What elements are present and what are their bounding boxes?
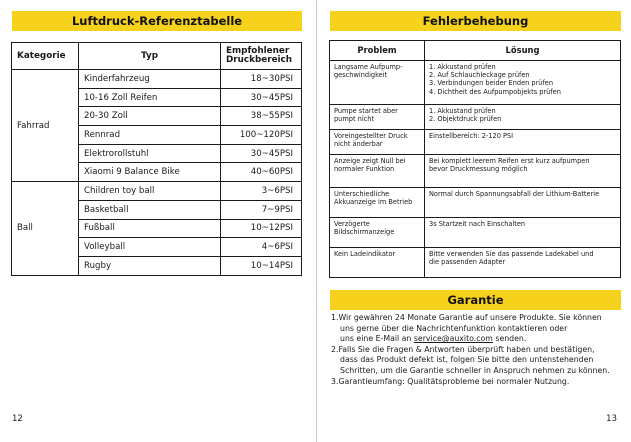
type-cell: Xiaomi 9 Balance Bike: [79, 163, 221, 182]
pressure-cell: 38~55PSI: [221, 107, 302, 126]
solution-line: Bei komplett leerem Reifen erst kurz aufpumpen: [429, 157, 590, 165]
solution-line: 1. Akkustand prüfen: [429, 107, 496, 115]
page-number: 12: [12, 414, 23, 424]
solution-cell: [425, 248, 621, 278]
warranty-title: Garantie: [330, 290, 621, 310]
pressure-cell: 30~45PSI: [221, 144, 302, 163]
support-email-link[interactable]: service@auxito.com: [413, 334, 493, 344]
header-druckbereich: [221, 43, 302, 70]
warranty-email-post: senden.: [492, 334, 527, 344]
table-row: [330, 188, 621, 218]
solution-cell: [425, 188, 621, 218]
table-row: [330, 130, 621, 155]
problem-cell: [330, 130, 425, 155]
warranty-item-2-line3: Schritten, um die Garantie schneller in Anspruch nehmen zu können.: [340, 365, 610, 375]
warranty-item-1-line1: 1.Wir gewähren 24 Monate Garantie auf unsere Produkte. Sie können: [331, 313, 602, 322]
page-number: 13: [606, 414, 617, 424]
solution-line: 2. Objektdruck prüfen: [429, 115, 502, 124]
header-loesung: Lösung: [425, 41, 621, 61]
table-row: [330, 61, 621, 105]
table-row: [12, 182, 302, 201]
type-cell: Elektrorollstuhl: [79, 144, 221, 163]
table-header-row: [12, 43, 302, 70]
table-row: [330, 105, 621, 130]
category-cell: Ball: [12, 182, 79, 275]
warranty-item-1-line3: [331, 334, 627, 345]
solution-cell: [425, 155, 621, 188]
problem-cell: [330, 248, 425, 278]
header-problem: Problem: [330, 41, 425, 61]
solution-cell: [425, 218, 621, 248]
pressure-cell: 30~45PSI: [221, 88, 302, 107]
warranty-item-2-line2: dass das Produkt defekt ist, folgen Sie bitte den untenstehenden: [340, 355, 594, 365]
pressure-cell: 40~60PSI: [221, 163, 302, 182]
solution-line: die passenden Adapter: [429, 258, 506, 267]
warranty-email-pre: uns eine E-Mail an: [340, 334, 414, 344]
warranty-item-1-line2: uns gerne über die Nachrichtenfunktion kontaktieren oder: [340, 323, 568, 333]
problem-line: Anzeige zeigt Null bei: [334, 157, 406, 165]
problem-line: Verzögerte: [334, 220, 370, 228]
solution-line: 3s Startzeit nach Einschalten: [429, 220, 526, 228]
problem-line: normaler Funktion: [334, 165, 395, 174]
header-kategorie: Kategorie: [12, 43, 79, 70]
warranty-text: [331, 313, 627, 387]
header-druck-line1: Empfohlener: [226, 46, 290, 56]
troubleshooting-title: Fehlerbehebung: [330, 11, 621, 31]
pressure-reference-table: [11, 42, 302, 276]
problem-line: Unterschiedliche: [334, 190, 390, 198]
type-cell: 20-30 Zoll: [79, 107, 221, 126]
type-cell: Basketball: [79, 200, 221, 219]
pressure-table-title: Luftdruck-Referenztabelle: [12, 11, 302, 31]
pressure-cell: 10~12PSI: [221, 219, 302, 238]
problem-line: Voreingestellter Druck: [334, 132, 408, 140]
header-druck-line2: Druckbereich: [226, 55, 293, 65]
pressure-cell: 10~14PSI: [221, 256, 302, 275]
problem-line: Akkuanzeige im Betrieb: [334, 198, 413, 207]
type-cell: Rennrad: [79, 126, 221, 145]
problem-cell: [330, 105, 425, 130]
solution-line: Einstellbereich: 2-120 PSI: [429, 132, 514, 140]
pressure-cell: 7~9PSI: [221, 200, 302, 219]
pressure-cell: 4~6PSI: [221, 238, 302, 257]
solution-cell: [425, 61, 621, 105]
solution-line: Normal durch Spannungsabfall der Lithium-Batterie: [429, 190, 600, 198]
problem-line: Langsame Aufpump-: [334, 63, 403, 71]
problem-line: geschwindigkeit: [334, 71, 388, 80]
category-cell: Fahrrad: [12, 70, 79, 182]
troubleshooting-table: [329, 40, 621, 278]
pressure-cell: 18~30PSI: [221, 70, 302, 89]
problem-cell: [330, 188, 425, 218]
warranty-item-2-line1: 2.Falls Sie die Fragen & Antworten überprüft haben und bestätigen,: [331, 344, 595, 354]
problem-line: Kein Ladeindikator: [334, 250, 396, 258]
problem-line: pumpt nicht: [334, 115, 375, 124]
table-row: [330, 218, 621, 248]
type-cell: Kinderfahrzeug: [79, 70, 221, 89]
table-header-row: [330, 41, 621, 61]
solution-cell: [425, 105, 621, 130]
problem-cell: [330, 218, 425, 248]
type-cell: Volleyball: [79, 238, 221, 257]
solution-line: 4. Dichtheit des Aufpumpobjekts prüfen: [429, 87, 561, 96]
solution-line: bevor Druckmessung möglich: [429, 165, 528, 174]
right-page: [316, 0, 631, 442]
table-row: [330, 155, 621, 188]
type-cell: Fußball: [79, 219, 221, 238]
header-typ: Typ: [79, 43, 221, 70]
solution-line: 3. Verbindungen beider Enden prüfen: [429, 79, 554, 88]
problem-cell: [330, 155, 425, 188]
solution-line: 1. Akkustand prüfen: [429, 63, 496, 71]
table-row: [330, 248, 621, 278]
type-cell: Rugby: [79, 256, 221, 275]
warranty-item-3: 3.Garantieumfang: Qualitätsprobleme bei normaler Nutzung.: [331, 376, 570, 386]
table-row: [12, 70, 302, 89]
type-cell: 10-16 Zoll Reifen: [79, 88, 221, 107]
solution-cell: [425, 130, 621, 155]
solution-line: 2. Auf Schlauchleckage prüfen: [429, 71, 530, 80]
pressure-cell: 100~120PSI: [221, 126, 302, 145]
problem-line: nicht änderbar: [334, 140, 383, 149]
problem-cell: [330, 61, 425, 105]
solution-line: Bitte verwenden Sie das passende Ladekabel und: [429, 250, 594, 258]
type-cell: Children toy ball: [79, 182, 221, 201]
pressure-cell: 3~6PSI: [221, 182, 302, 201]
problem-line: Pumpe startet aber: [334, 107, 398, 115]
problem-line: Bildschirmanzeige: [334, 228, 395, 237]
